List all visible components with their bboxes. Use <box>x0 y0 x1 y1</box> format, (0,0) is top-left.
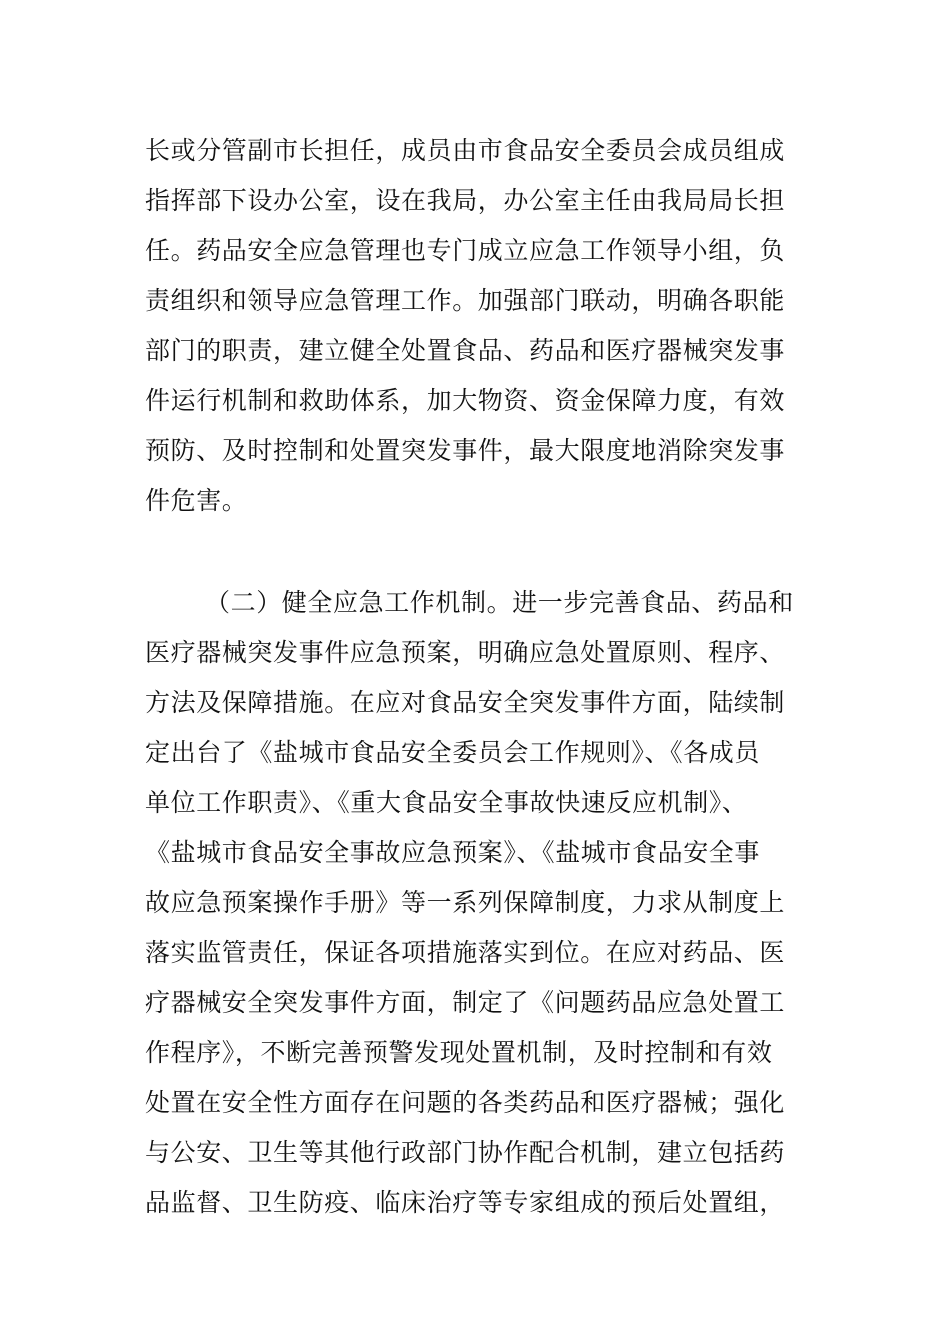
paragraph-2-line-10: 作程序》，不断完善预警发现处置机制，及时控制和有效 <box>145 1038 773 1067</box>
paragraph-2-line-5: 单位工作职责》、《重大食品安全事故快速反应机制》、 <box>145 788 748 817</box>
paragraph-1-line-4: 责组织和领导应急管理工作。加强部门联动，明确各职能 <box>145 286 786 315</box>
paragraph-2-line-6: 《盐城市食品安全事故应急预案》、《盐城市食品安全事 <box>145 838 761 867</box>
paragraph-1-line-5: 部门的职责，建立健全处置食品、药品和医疗器械突发事 <box>145 336 786 365</box>
paragraph-1-line-6: 件运行机制和救助体系，加大物资、资金保障力度，有效 <box>145 386 786 415</box>
paragraph-2-line-4: 定出台了《盐城市食品安全委员会工作规则》、《各成员 <box>145 738 761 767</box>
paragraph-2-line-8: 落实监管责任，保证各项措施落实到位。在应对药品、医 <box>145 938 786 967</box>
paragraph-1-line-1: 长或分管副市长担任，成员由市食品安全委员会成员组成 <box>145 136 786 165</box>
paragraph-1-line-8: 件危害。 <box>145 486 248 515</box>
paragraph-2-line-11: 处置在安全性方面存在问题的各类药品和医疗器械；强化 <box>145 1088 786 1117</box>
paragraph-2-line-12: 与公安、卫生等其他行政部门协作配合机制，建立包括药 <box>145 1138 786 1167</box>
paragraph-2-line-1: （二）健全应急工作机制。进一步完善食品、药品和 <box>205 588 794 617</box>
paragraph-2-line-7: 故应急预案操作手册》等一系列保障制度，力求从制度上 <box>145 888 786 917</box>
paragraph-2-line-3: 方法及保障措施。在应对食品安全突发事件方面，陆续制 <box>145 688 786 717</box>
paragraph-1-line-7: 预防、及时控制和处置突发事件，最大限度地消除突发事 <box>145 436 786 465</box>
paragraph-1-line-3: 任。药品安全应急管理也专门成立应急工作领导小组，负 <box>145 236 786 265</box>
paragraph-2-line-9: 疗器械安全突发事件方面，制定了《问题药品应急处置工 <box>145 988 786 1017</box>
paragraph-2-line-2: 医疗器械突发事件应急预案，明确应急处置原则、程序、 <box>145 638 786 667</box>
paragraph-2-line-13: 品监督、卫生防疫、临床治疗等专家组成的预后处置组， <box>145 1188 786 1217</box>
paragraph-1-line-2: 指挥部下设办公室，设在我局，办公室主任由我局局长担 <box>145 186 786 215</box>
